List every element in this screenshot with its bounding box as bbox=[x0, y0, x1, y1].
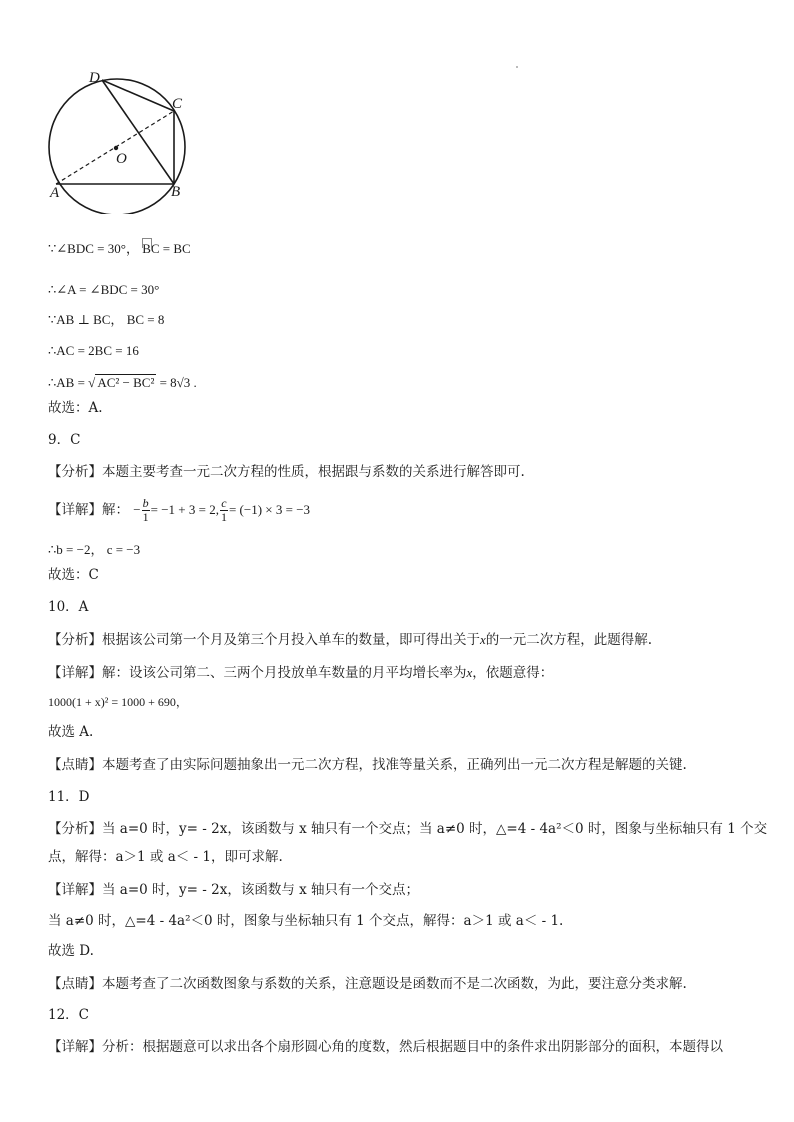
q8-therefore-line-2 bbox=[48, 342, 139, 360]
label-a: A bbox=[50, 185, 60, 201]
q10-comment: 【点睛】本题考查了由实际问题抽象出一元二次方程，找准等量关系，正确列出一元二次方程是解题的关键. bbox=[48, 757, 687, 773]
q8-therefore-line-1 bbox=[48, 281, 159, 299]
q10-answer: 故选 A. bbox=[48, 724, 94, 740]
q9-eq1-rest: = −1 + 3 = 2, bbox=[150, 502, 219, 517]
stray-dot bbox=[516, 66, 518, 68]
q9-number: 9．C bbox=[48, 432, 81, 448]
q8-answer: 故选：A. bbox=[48, 400, 103, 416]
q8-because-line-1: ∵∠BDC = 30°， BC = BC bbox=[48, 241, 191, 256]
q8-bc-length: BC = 8 bbox=[126, 312, 165, 327]
q12-detail: 【详解】分析：根据题意可以求出各个扇形圆心角的度数，然后根据题目中的条件求出阴影部分的面积，本题得以 bbox=[48, 1039, 723, 1055]
q8-therefore-line-3: ∴AB = √ AC² − BC² = 8√3 . bbox=[48, 375, 197, 390]
q9-result bbox=[48, 541, 140, 559]
q10-detail-a: 【详解】解：设该公司第二、三两个月投放单车数量的月平均增长率为 bbox=[48, 665, 467, 681]
label-d: D bbox=[89, 70, 100, 86]
q9-eq2-rest: = (−1) × 3 = −3 bbox=[228, 502, 311, 517]
q9-detail-prefix: 【详解】解： bbox=[48, 502, 129, 518]
label-c: C bbox=[172, 96, 183, 112]
q9-fraction-b: $\frac{b}{1}$ bbox=[142, 496, 149, 524]
q9-result-values: b = −2， c = −3 bbox=[56, 542, 141, 557]
var-x: x bbox=[480, 632, 486, 647]
q8-ac-length: AC = 2BC = 16 bbox=[56, 343, 139, 358]
q11-answer: 故选 D. bbox=[48, 943, 94, 959]
q11-detail-line-1: 【详解】当 a=0 时，y= - 2x，该函数与 x 轴只有一个交点； bbox=[48, 882, 420, 898]
q11-analysis-line-2: 点，解得：a＞1 或 a＜ - 1，即可求解. bbox=[48, 849, 283, 865]
center-point bbox=[114, 146, 118, 150]
circle-figure bbox=[44, 64, 204, 214]
q10-number: 10．A bbox=[48, 599, 89, 615]
q11-number: 11．D bbox=[48, 789, 90, 805]
q9-answer: 故选：C bbox=[48, 567, 99, 583]
minus-symbol: − bbox=[133, 502, 141, 517]
q8-angle-bdc: ∠BDC = 30° bbox=[56, 241, 126, 256]
q10-analysis-a: 【分析】根据该公司第一个月及第三个月投入单车的数量，即可得出关于 bbox=[48, 632, 480, 648]
q10-analysis-b: 的一元二次方程，此题得解. bbox=[485, 632, 653, 648]
label-o: O bbox=[116, 151, 127, 167]
because-symbol: ∵ bbox=[48, 312, 57, 327]
therefore-symbol: ∴ bbox=[48, 343, 57, 358]
q8-ab-result: = 8√3 . bbox=[159, 375, 197, 390]
q10-detail-b: ，依题意得： bbox=[472, 665, 554, 681]
q10-detail bbox=[48, 664, 553, 682]
q9-detail bbox=[48, 497, 310, 524]
label-b: B bbox=[171, 184, 181, 200]
q8-angle-a: ∠A = ∠BDC = 30° bbox=[56, 282, 160, 297]
q10-equation: 1000(1 + x)² = 1000 + 690， bbox=[48, 695, 188, 709]
q8-radicand: AC² − BC² bbox=[97, 375, 155, 390]
q11-comment: 【点睛】本题考查了二次函数图象与系数的关系，注意题设是函数而不是二次函数，为此，要注意分类求解. bbox=[48, 976, 687, 992]
q10-analysis bbox=[48, 631, 652, 649]
var-x: x bbox=[466, 665, 473, 680]
q8-ab-lhs: AB = bbox=[56, 375, 85, 390]
q11-detail-line-2: 当 a≠0 时，△=4 - 4a²＜0 时，图象与坐标轴只有 1 个交点，解得：a＞1 或 a＜ - 1. bbox=[48, 913, 564, 929]
q9-fraction-c: $\frac{c}{1}$ bbox=[220, 496, 227, 524]
q8-perpendicular: AB ⊥ BC bbox=[56, 312, 111, 327]
q9-analysis: 【分析】本题主要考查一元二次方程的性质，根据跟与系数的关系进行解答即可. bbox=[48, 464, 525, 480]
therefore-symbol: ∴ bbox=[48, 282, 57, 297]
q8-because-line-2: ∵AB ⊥ BC， BC = 8 bbox=[48, 312, 165, 327]
q8-arc-equality: BC = BC bbox=[142, 241, 191, 256]
therefore-symbol: ∴ bbox=[48, 542, 57, 557]
because-symbol: ∵ bbox=[48, 241, 57, 256]
q12-number: 12．C bbox=[48, 1007, 90, 1023]
q11-analysis-line-1: 【分析】当 a=0 时，y= - 2x，该函数与 x 轴只有一个交点；当 a≠0 时，△=4 - 4a²＜0 时，图象与坐标轴只有 1 个交 bbox=[48, 821, 768, 837]
therefore-symbol: ∴ bbox=[48, 375, 57, 390]
